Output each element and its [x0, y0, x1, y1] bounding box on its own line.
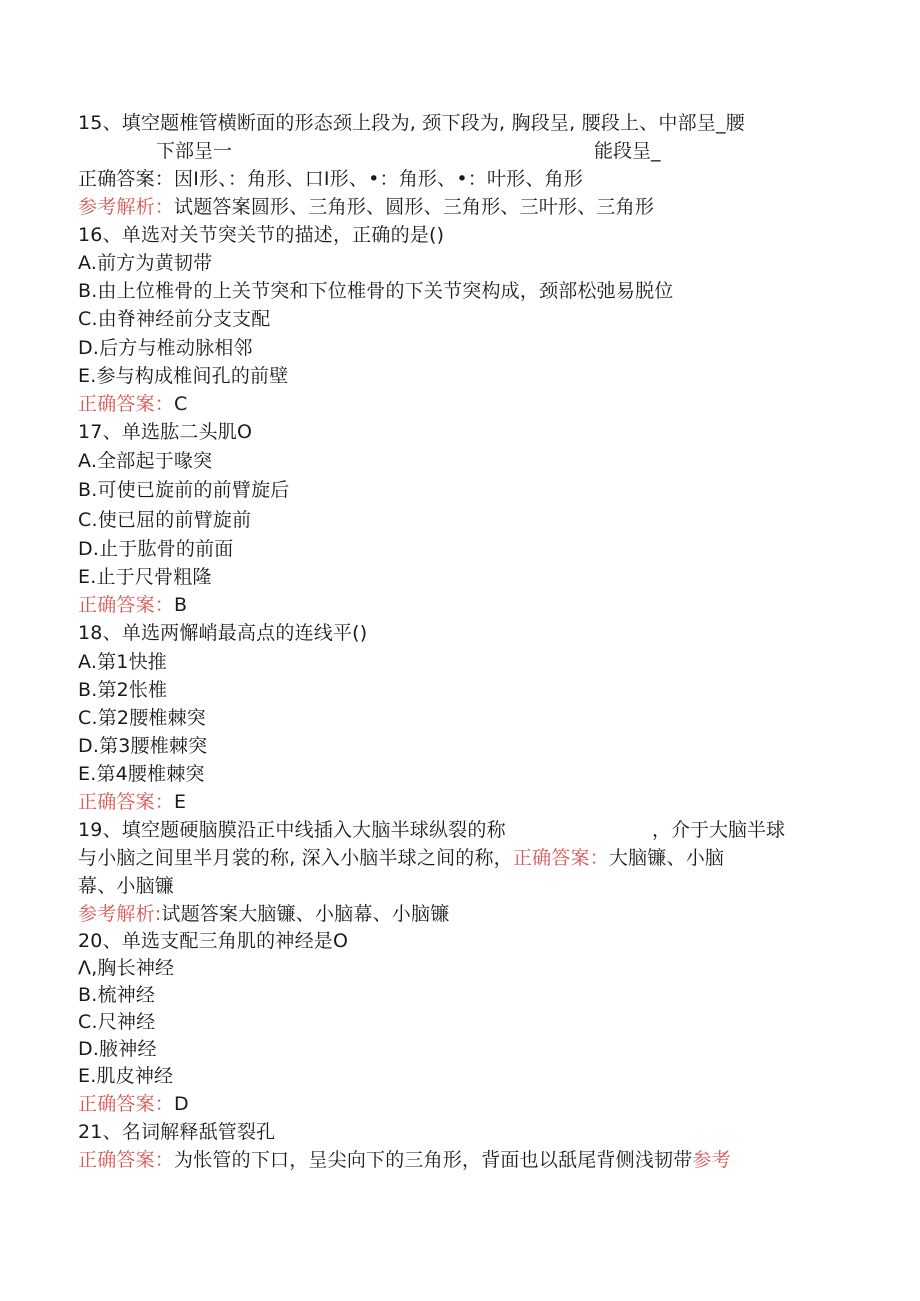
- q19-line3: 幕、小脑镰: [78, 875, 175, 897]
- answer-text: B: [174, 594, 188, 616]
- q18-answer-line: [78, 790, 186, 814]
- q19-analysis-line: [78, 902, 449, 926]
- answer-text: 因I形、：角形、口I形、•：角形、•：叶形、角形: [174, 168, 583, 190]
- q16-stem: 16、单选对关节突关节的描述，正确的是(): [78, 224, 445, 246]
- q16-option-d: D.后方与椎动脉相邻: [78, 337, 253, 359]
- q17-option-b: B.可使已旋前的前臂旋后: [78, 479, 290, 501]
- q16-option-a: A.前方为黄韧带: [78, 252, 213, 274]
- q19-line2-text: 与小脑之间里半月裳的称, 深入小脑半球之间的称，: [78, 847, 513, 869]
- analysis-label: 参考解析：: [78, 196, 175, 218]
- q20-option-a: Λ,胸长神经: [78, 957, 175, 979]
- trailing-label: 参考: [692, 1149, 731, 1171]
- answer-text: 为怅管的下口，呈尖向下的三角形，背面也以舐尾背侧浅韧带: [174, 1149, 693, 1171]
- q17-option-c: C.使已屈的前臂旋前: [78, 509, 252, 531]
- q17-stem: 17、单选肱二头肌O: [78, 421, 253, 443]
- answer-label: 正确答案：: [78, 1149, 175, 1171]
- q20-option-b: B.梳神经: [78, 984, 156, 1006]
- q17-option-a: A.全部起于喙突: [78, 450, 213, 472]
- q16-option-c: C.由脊神经前分支支配: [78, 308, 271, 330]
- analysis-text: 试题答案大脑镰、小脑幕、小脑镰: [161, 903, 450, 925]
- q20-answer-line: [78, 1092, 189, 1116]
- q18-option-b: B.第2怅椎: [78, 679, 168, 701]
- answer-label: 正确答案：: [78, 1093, 175, 1115]
- q17-option-d: D.止于肱骨的前面: [78, 538, 234, 560]
- q20-option-e: E.肌皮神经: [78, 1065, 174, 1087]
- q20-option-c: C.尺神经: [78, 1011, 156, 1033]
- q17-option-e: E.止于尺骨粗隆: [78, 566, 212, 588]
- q16-answer-line: [78, 392, 187, 416]
- q18-option-e: E.第4腰椎棘突: [78, 763, 205, 785]
- q15-line2-right: 能段呈_: [594, 140, 661, 162]
- q21-answer-line: [78, 1148, 731, 1172]
- q15-line2-left: 下部呈一: [156, 140, 233, 162]
- q21-stem: 21、名词解释舐管裂孔: [78, 1121, 276, 1143]
- answer-text: D: [174, 1093, 189, 1115]
- q18-option-c: C.第2腰椎棘突: [78, 707, 206, 729]
- analysis-label: 参考解析:: [78, 903, 162, 925]
- q19-line1-right: ，介于大脑半球: [652, 819, 786, 841]
- q19-line2: [78, 846, 724, 870]
- answer-label: 正确答案：: [512, 847, 609, 869]
- q15-analysis-line: [78, 195, 654, 219]
- q16-option-e: E.参与构成椎间孔的前壁: [78, 365, 289, 387]
- q18-stem: 18、单选两懈峭最高点的连线平(): [78, 622, 368, 644]
- answer-label: 正确答案：: [78, 791, 175, 813]
- answer-label: 正确答案：: [78, 594, 175, 616]
- q17-answer-line: [78, 593, 187, 617]
- q16-option-b: B.由上位椎骨的上关节突和下位椎骨的下关节突构成，颈部松弛易脱位: [78, 280, 674, 302]
- answer-text: C: [174, 393, 188, 415]
- answer-label: 正确答案：: [78, 168, 175, 190]
- answer-text: E: [174, 791, 187, 813]
- q19-line1-left: 19、填空题硬脑膜沿正中线插入大脑半球纵裂的称: [78, 819, 506, 841]
- answer-text: 大脑镰、小脑: [608, 847, 725, 869]
- q18-option-a: A.第1快推: [78, 651, 167, 673]
- q15-line1: 15、填空题椎管横断面的形态颈上段为, 颈下段为, 胸段呈, 腰段上、中部呈_腰: [78, 112, 745, 134]
- answer-label: 正确答案：: [78, 393, 175, 415]
- q20-option-d: D.腋神经: [78, 1038, 157, 1060]
- q15-answer-line: [78, 167, 583, 191]
- analysis-text: 试题答案圆形、三角形、圆形、三角形、三叶形、三角形: [174, 196, 655, 218]
- q18-option-d: D.第3腰椎棘突: [78, 735, 208, 757]
- q20-stem: 20、单选支配三角肌的神经是O: [78, 930, 349, 952]
